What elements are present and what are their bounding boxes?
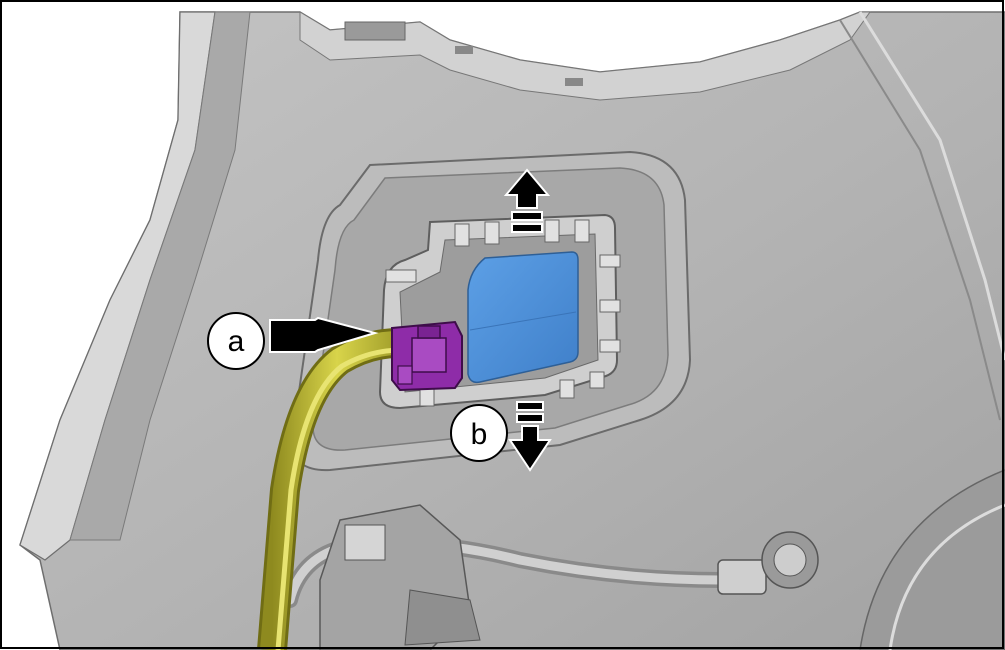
- rim-slot-1: [345, 22, 405, 40]
- grey-cable-connector: [718, 560, 766, 594]
- callout-a-label: a: [227, 325, 245, 358]
- bracket-clip: [345, 525, 385, 560]
- electrical-connector: [392, 322, 462, 390]
- rim-slot-2: [455, 46, 473, 54]
- callout-a: [208, 313, 264, 369]
- callout-b: [451, 405, 507, 461]
- grommet-center: [774, 544, 806, 576]
- callout-b-label: b: [470, 418, 488, 451]
- control-module: [468, 252, 578, 382]
- rim-slot-3: [565, 78, 583, 86]
